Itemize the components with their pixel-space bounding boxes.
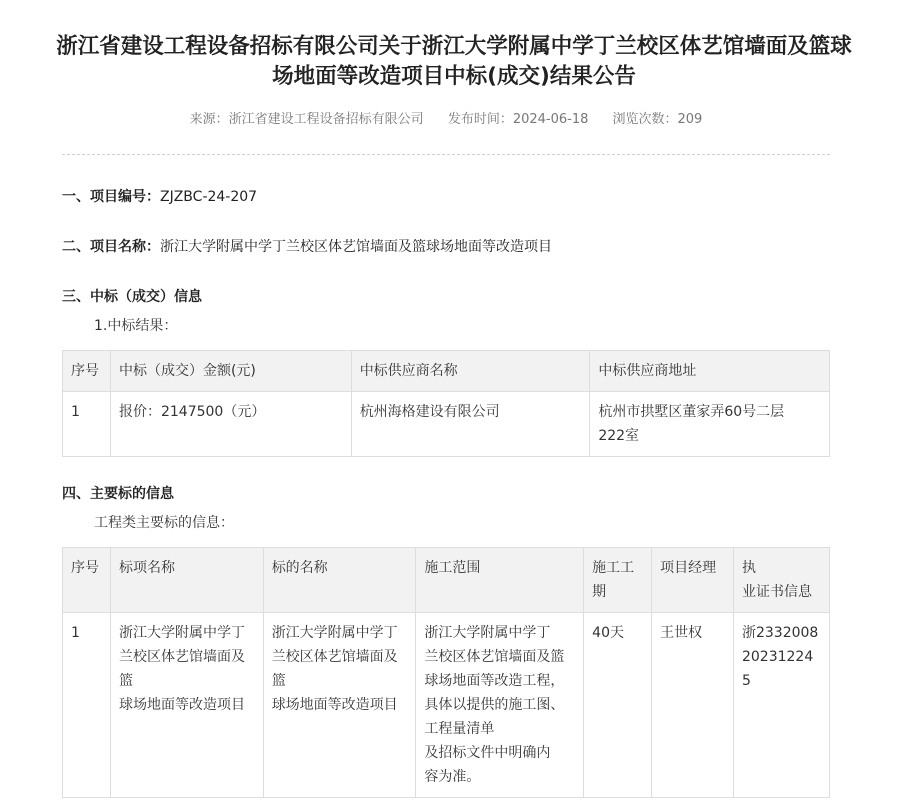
- section-project-name-label: 二、项目名称：: [62, 239, 160, 255]
- header-cell: 项目经理: [652, 548, 734, 613]
- table-row: [63, 613, 830, 798]
- table-cell: 报价：2147500（元）: [110, 392, 351, 457]
- source-text: 来源：浙江省建设工程设备招标有限公司: [189, 112, 424, 127]
- section-award-info: [62, 286, 202, 308]
- section-project-number: [62, 186, 257, 208]
- header-cell: 施工工 期: [584, 548, 652, 613]
- section-main-targets-label: 四、主要标的信息: [62, 486, 174, 502]
- meta-info: [62, 110, 830, 130]
- award-result-subtitle: 1.中标结果：: [94, 318, 178, 334]
- view-count-text: 浏览次数：209: [612, 112, 703, 127]
- header-cell: 执 业证书信息: [733, 548, 829, 613]
- header-cell: 中标（成交）金额(元): [110, 351, 351, 392]
- table-cell: 1: [63, 392, 111, 457]
- table-header-row: [63, 548, 830, 613]
- section-project-number-value: ZJZBC-24-207: [160, 189, 258, 205]
- table-cell: 40天: [584, 613, 652, 798]
- publish-time-text: 发布时间：2024-06-18: [447, 112, 589, 127]
- header-cell: 序号: [63, 548, 111, 613]
- section-main-targets: [62, 483, 174, 505]
- divider: [62, 154, 830, 155]
- table-cell: 浙江大学附属中学丁 兰校区体艺馆墙面及 篮 球场地面等改造项目: [110, 613, 263, 798]
- page-title: 浙江省建设工程设备招标有限公司关于浙江大学附属中学丁兰校区体艺馆墙面及篮球场地面等改造项目中标(成交)结果公告: [56, 34, 852, 89]
- table-cell: 浙2332008 20231224 5: [733, 613, 829, 798]
- table-cell: 浙江大学附属中学丁 兰校区体艺馆墙面及 篮 球场地面等改造项目: [263, 613, 416, 798]
- section-project-name: [62, 236, 552, 258]
- table-header-row: [63, 351, 830, 392]
- section-project-number-label: 一、项目编号：: [62, 189, 160, 205]
- header-cell: 中标供应商名称: [351, 351, 590, 392]
- header-cell: 标项名称: [110, 548, 263, 613]
- header-cell: 中标供应商地址: [590, 351, 830, 392]
- table-cell: 浙江大学附属中学丁 兰校区体艺馆墙面及篮 球场地面等改造工程， 具体以提供的施工图、 工程量清单 及招标文件中明确内 容为准。: [416, 613, 584, 798]
- table-row: [63, 392, 830, 457]
- table-cell: 王世权: [652, 613, 734, 798]
- award-result-table: [62, 350, 830, 457]
- section-award-info-label: 三、中标（成交）信息: [62, 289, 202, 305]
- table-cell: 杭州海格建设有限公司: [351, 392, 590, 457]
- section-project-name-value: 浙江大学附属中学丁兰校区体艺馆墙面及篮球场地面等改造项目: [160, 239, 552, 255]
- table-cell: 杭州市拱墅区董家弄60号二层 222室: [590, 392, 830, 457]
- main-targets-table: [62, 547, 830, 798]
- header-cell: 序号: [63, 351, 111, 392]
- header-cell: 施工范围: [416, 548, 584, 613]
- main-targets-subtitle: 工程类主要标的信息：: [94, 515, 234, 531]
- table-cell: 1: [63, 613, 111, 798]
- header-cell: 标的名称: [263, 548, 416, 613]
